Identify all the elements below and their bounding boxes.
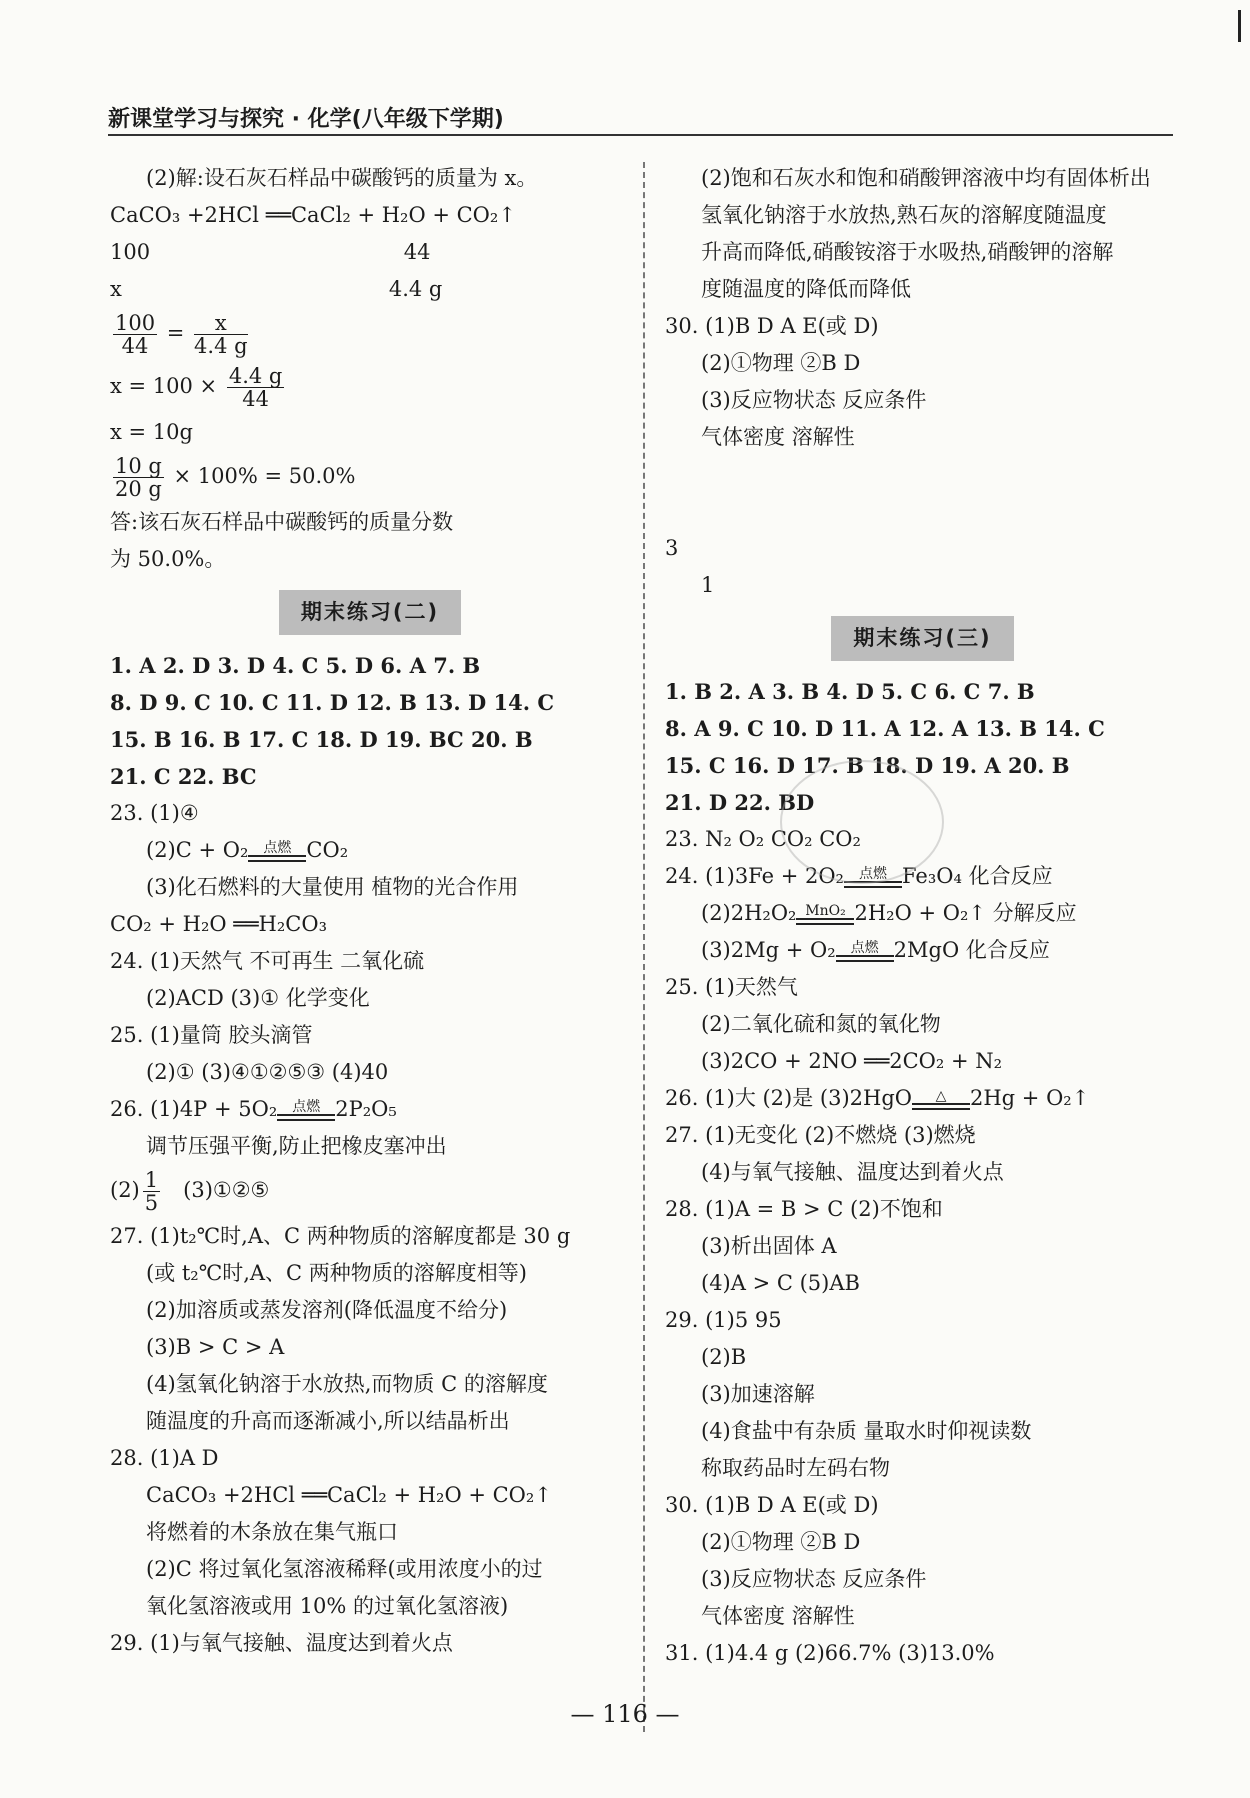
calc-line: x = 100 × $\frac{4.4 g}{44}$ (110, 364, 283, 411)
left-column (110, 160, 630, 1662)
answer-line: 为 50.0%。 (110, 547, 226, 571)
q26-line: (2) $\frac{1}{5}$ (3)①②⑤ (110, 1168, 270, 1215)
right-column (665, 160, 1180, 1672)
q31-line: 31. (1)4.4 g (2)66.7% (3)13.0% (665, 1641, 995, 1665)
q29-line: 度随温度的降低而降低 (701, 277, 911, 301)
q30-line: (2)①物理 ②B D (701, 351, 861, 375)
q26-equation: 26. (1)大 (2)是 (3)2HgO △ 2Hg + O₂↑ (665, 1086, 1090, 1110)
q25-line: 25. (1)天然气 (665, 975, 798, 999)
percent-line: $\frac{10 g}{20 g}$ × 100% = 50.0% (115, 454, 356, 501)
q29-line: 氢氧化钠溶于水放热,熟石灰的溶解度随温度 (701, 203, 1107, 227)
q23-line: 23. N₂ O₂ CO₂ CO₂ (665, 827, 861, 851)
q29-line: (4)食盐中有杂质 量取水时仰视读数 (701, 1419, 1032, 1443)
mc-answers: 21. D 22. BD (665, 790, 815, 815)
q26-line: 调节压强平衡,防止把橡皮塞冲出 (146, 1134, 447, 1158)
q29-line: (2)B (701, 1345, 747, 1369)
q29-line: (2)饱和石灰水和饱和硝酸钾溶液中均有固体析出 (701, 166, 1151, 190)
q30-line: 气体密度 溶解性 (701, 1604, 855, 1628)
q24-line: 24. (1)天然气 不可再生 二氧化硫 (110, 949, 425, 973)
q30-line (665, 456, 1180, 493)
q28-line: (4)A > C (5)AB (701, 1271, 860, 1295)
page-number: — 116 — (570, 1700, 680, 1728)
q30-line: (2)①物理 ②B D (701, 1530, 861, 1554)
q30-line: (3)反应物状态 反应条件 (701, 1567, 927, 1591)
q28-line: 将燃着的木条放在集气瓶口 (146, 1520, 398, 1544)
q23-line: 23. (1)④ (110, 801, 199, 825)
equation-line: CaCO₃ +2HCl ══CaCl₂ + H₂O + CO₂↑ (110, 203, 516, 227)
result-line: x = 10g (110, 420, 193, 444)
stamp-image (780, 760, 944, 884)
corner-mark (1238, 10, 1241, 42)
fraction: $\frac{1}{5}$ (144, 1168, 159, 1215)
fraction: $\frac{100}{44}$ (115, 311, 156, 358)
q27-line: (2)加溶质或蒸发溶剂(降低温度不给分) (146, 1298, 508, 1322)
mass-line: x 4.4 g (110, 277, 443, 301)
q25-line: (2)① (3)④①②⑤③ (4)40 (146, 1060, 389, 1084)
q29-line: 称取药品时左码右物 (701, 1456, 890, 1480)
solution-line: (2)解:设石灰石样品中碳酸钙的质量为 x。 (146, 166, 538, 190)
q28-line: CaCO₃ +2HCl ══CaCl₂ + H₂O + CO₂↑ (146, 1483, 552, 1507)
fraction: $\frac{10 g}{20 g}$ (115, 454, 162, 501)
mc-answers: 1. A 2. D 3. D 4. C 5. D 6. A 7. B (110, 653, 481, 678)
header-rule (108, 134, 1173, 136)
mc-answers: 15. B 16. B 17. C 18. D 19. BC 20. B (110, 727, 533, 752)
q30-line (665, 493, 1180, 530)
mc-answers: 8. D 9. C 10. C 11. D 12. B 13. D 14. C (110, 690, 555, 715)
mc-answers: 1. B 2. A 3. B 4. D 5. C 6. C 7. B (665, 679, 1035, 704)
mc-answers: 21. C 22. BC (110, 764, 257, 789)
q28-line: 28. (1)A D (110, 1446, 219, 1470)
q31-line: 3 (665, 536, 679, 560)
q28-line: (2)C 将过氧化氢溶液稀释(或用浓度小的过 (146, 1557, 543, 1581)
mass-line: 100 44 (110, 240, 431, 264)
q24-equation: 24. (1)3Fe + 2O₂ 点燃 Fe₃O₄ 化合反应 (665, 864, 1053, 888)
fraction: $\frac{4.4 g}{44}$ (228, 364, 283, 411)
section-title: 期末练习(二) (279, 590, 461, 635)
q29-line: (3)加速溶解 (701, 1382, 815, 1406)
q24-line: (2)ACD (3)① 化学变化 (146, 986, 370, 1010)
q30-line: (3)反应物状态 反应条件 (701, 388, 927, 412)
fraction: $\frac{x}{4.4 g}$ (194, 311, 248, 358)
q27-line: 27. (1)无变化 (2)不燃烧 (3)燃烧 (665, 1123, 976, 1147)
q29-line: 29. (1)5 95 (665, 1308, 782, 1332)
q24-equation: (3)2Mg + O₂ 点燃 2MgO 化合反应 (701, 938, 1050, 962)
page-header: 新课堂学习与探究 · 化学(八年级下学期) (108, 107, 504, 132)
q27-line: (3)B > C > A (146, 1335, 285, 1359)
q27-line: (4)与氧气接触、温度达到着火点 (701, 1160, 1004, 1184)
q30-line: 气体密度 溶解性 (701, 425, 855, 449)
q27-line: (或 t₂℃时,A、C 两种物质的溶解度相等) (146, 1261, 527, 1285)
q27-line: 27. (1)t₂℃时,A、C 两种物质的溶解度都是 30 g (110, 1224, 571, 1248)
q29-line: 29. (1)与氧气接触、温度达到着火点 (110, 1631, 453, 1655)
q25-line: (2)二氧化硫和氮的氧化物 (701, 1012, 941, 1036)
q28-line: (3)析出固体 A (701, 1234, 837, 1258)
q31-line: 1 (701, 573, 715, 597)
q23-equation: (2)C + O₂ 点燃 CO₂ (146, 838, 349, 862)
section-title: 期末练习(三) (831, 616, 1013, 661)
q26-equation: 26. (1)4P + 5O₂ 点燃 2P₂O₅ (110, 1097, 397, 1121)
column-divider (643, 162, 645, 1732)
answer-line: 答:该石灰石样品中碳酸钙的质量分数 (110, 510, 454, 534)
q29-line: 升高而降低,硝酸铵溶于水吸热,硝酸钾的溶解 (701, 240, 1114, 264)
mc-answers: 8. A 9. C 10. D 11. A 12. A 13. B 14. C (665, 716, 1105, 741)
q25-line: (3)2CO + 2NO ══2CO₂ + N₂ (701, 1049, 1003, 1073)
mc-answers: 15. C 16. D 17. B 18. D 19. A 20. B (665, 753, 1070, 778)
q27-line: (4)氢氧化钠溶于水放热,而物质 C 的溶解度 (146, 1372, 548, 1396)
q23-line: CO₂ + H₂O ══H₂CO₃ (110, 912, 327, 936)
proportion: $\frac{100}{44}$ = $\frac{x}{4.4 g}$ (115, 311, 248, 358)
q27-line: 随温度的升高而逐渐减小,所以结晶析出 (146, 1409, 510, 1433)
q25-line: 25. (1)量筒 胶头滴管 (110, 1023, 313, 1047)
q28-line: 28. (1)A = B > C (2)不饱和 (665, 1197, 943, 1221)
q23-line: (3)化石燃料的大量使用 植物的光合作用 (146, 875, 519, 899)
q24-equation: (2)2H₂O₂ MnO₂ 2H₂O + O₂↑ 分解反应 (701, 901, 1077, 925)
q30-line: 30. (1)B D A E(或 D) (665, 1493, 879, 1517)
q28-line: 氧化氢溶液或用 10% 的过氧化氢溶液) (146, 1594, 509, 1618)
q30-line: 30. (1)B D A E(或 D) (665, 314, 879, 338)
